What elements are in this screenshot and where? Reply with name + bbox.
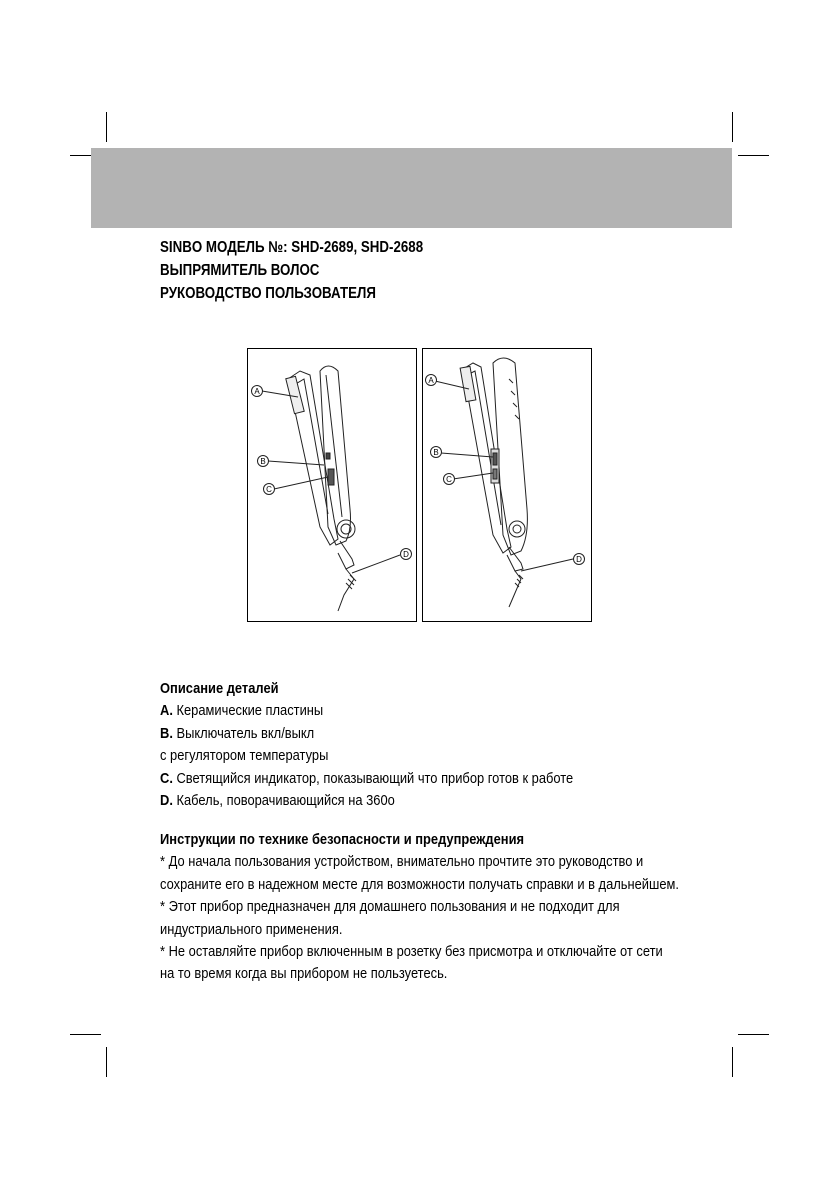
safety-heading: Инструкции по технике безопасности и предупреждения	[160, 831, 525, 848]
callout-a-right: A	[428, 375, 434, 385]
title-block	[160, 236, 466, 305]
straightener-illustration-right	[423, 349, 593, 623]
crop-mark-bottom-right-horizontal	[738, 1034, 769, 1035]
parts-item: D. Кабель, поворачивающийся на 360о	[160, 792, 395, 810]
straightener-figure-left	[247, 348, 417, 622]
callout-b-right: B	[433, 447, 439, 457]
safety-line: * Этот прибор предназначен для домашнего пользования и не подходит для	[160, 898, 620, 916]
product-title: ВЫПРЯМИТЕЛЬ ВОЛОС	[160, 262, 320, 279]
crop-mark-top-right-vertical	[732, 112, 733, 142]
parts-item: B. Выключатель вкл/выкл	[160, 724, 315, 742]
parts-item: с регулятором температуры	[160, 747, 329, 765]
straightener-figure-right	[422, 348, 592, 622]
model-title: SINBO МОДЕЛЬ №: SHD-2689, SHD-2688	[160, 239, 424, 256]
callout-d-left: D	[403, 549, 409, 559]
callout-a-left: A	[254, 386, 260, 396]
callout-d-right: D	[576, 554, 582, 564]
safety-line: сохраните его в надежном месте для возможности получать справки и в дальнейшем.	[160, 875, 679, 893]
parts-section	[160, 678, 720, 812]
crop-mark-bottom-right-vertical	[732, 1047, 733, 1077]
safety-section	[160, 829, 720, 986]
callout-c-left: C	[266, 484, 272, 494]
crop-mark-bottom-left-vertical	[106, 1047, 107, 1077]
manual-title: РУКОВОДСТВО ПОЛЬЗОВАТЕЛЯ	[160, 285, 376, 302]
parts-heading: Описание деталей	[160, 680, 279, 697]
safety-line: индустриального применения.	[160, 920, 343, 938]
parts-item: C. Светящийся индикатор, показывающий что прибор готов к работе	[160, 769, 574, 787]
callout-c-right: C	[446, 474, 452, 484]
crop-mark-bottom-left-horizontal	[70, 1034, 101, 1035]
straightener-illustration-left	[248, 349, 418, 623]
crop-mark-top-left-vertical	[106, 112, 107, 142]
parts-item: A. Керамические пластины	[160, 702, 324, 720]
safety-line: на то время когда вы прибором не пользуетесь.	[160, 965, 448, 983]
safety-line: * До начала пользования устройством, внимательно прочтите это руководство и	[160, 853, 644, 871]
crop-mark-top-right-horizontal	[738, 155, 769, 156]
callout-b-left: B	[260, 456, 266, 466]
header-band	[91, 148, 732, 228]
safety-line: * Не оставляйте прибор включенным в розетку без присмотра и отключайте от сети	[160, 943, 663, 961]
